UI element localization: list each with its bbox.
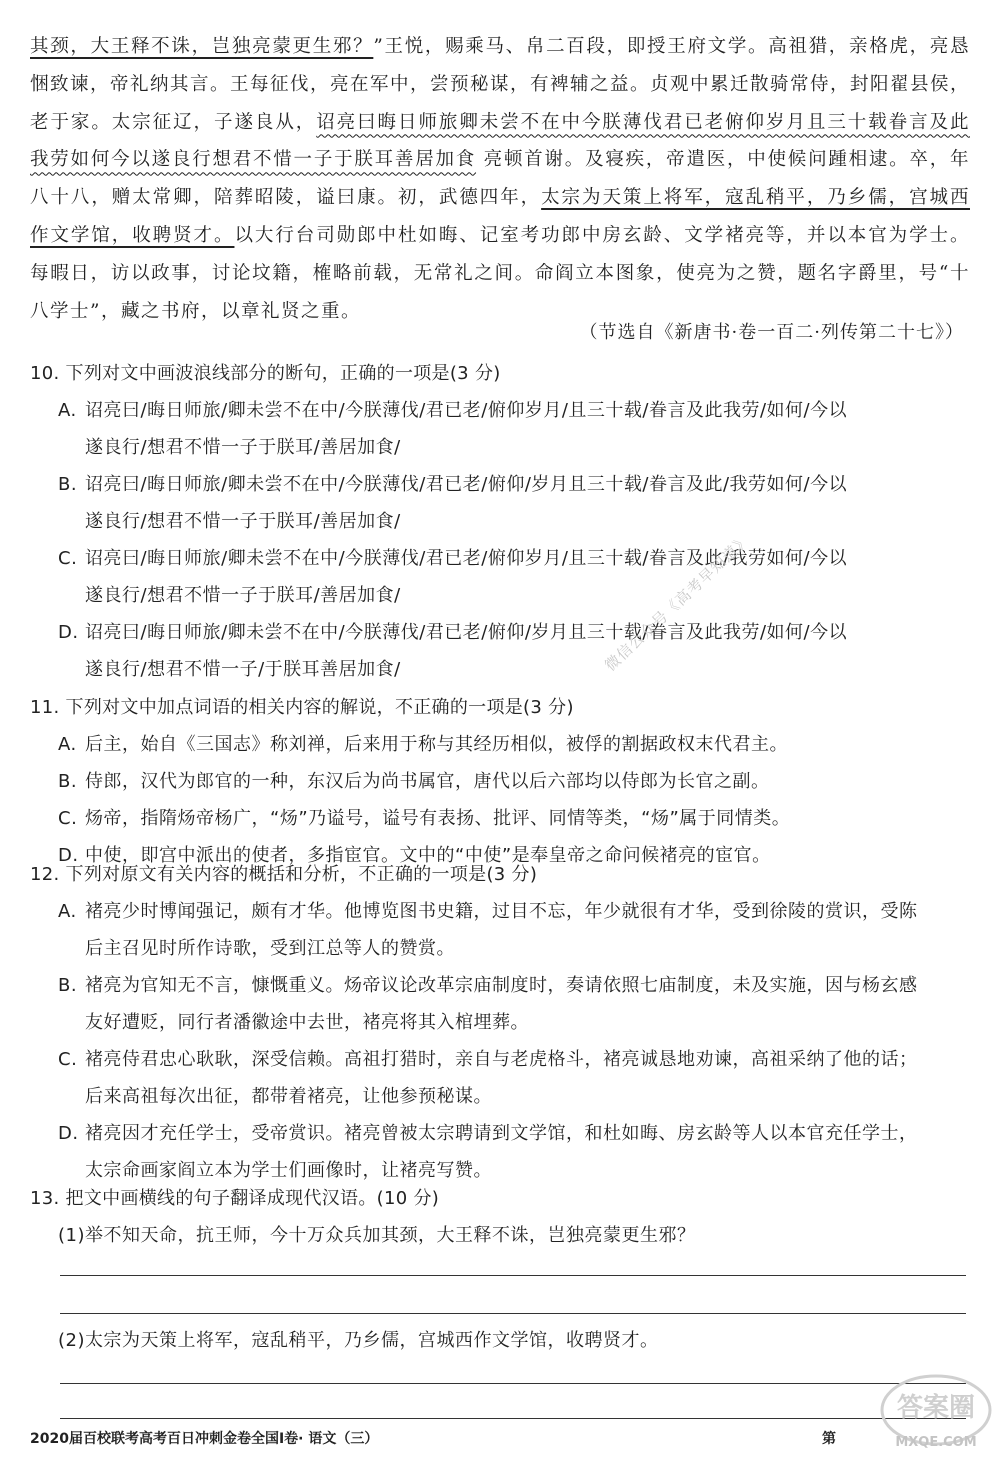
question-13-sub-2: (2)太宗为天策上将军，寇乱稍平，乃乡儒，宫城西作文学馆，收聘贤才。 <box>58 1330 659 1351</box>
question-12-option-c[interactable]: C. 褚亮侍君忠心耿耿，深受信赖。高祖打猎时，亲自与老虎格斗，褚亮诚恳地劝谏，高祖采纳了他的话； 后来高祖每次出征，都带着褚亮，让他参预秘谋。 <box>58 1049 918 1107</box>
watermark-logo-icon <box>880 1372 992 1452</box>
underlined-sentence-1: 其颈，大王释不诛，岂独亮蒙更生邪？ <box>30 36 374 57</box>
question-11-stem: 11. 下列对文中加点词语的相关内容的解说，不正确的一项是(3 分) <box>30 697 574 718</box>
question-11-option-b[interactable]: B. 侍郎，汉代为郎官的一种，东汉后为尚书属官，唐代以后六部均以侍郎为长官之副。 <box>58 771 770 792</box>
question-13-sub-1: (1)举不知天命，抗王师，今十万众兵加其颈，大王释不诛，岂独亮蒙更生邪？ <box>58 1225 696 1246</box>
question-12-option-d[interactable]: D. 褚亮因才充任学士，受帝赏识。褚亮曾被太宗聘请到文学馆，和杜如晦、房玄龄等人以本官充任学士， 太宗命画家阎立本为学士们画像时，让褚亮写赞。 <box>58 1123 918 1181</box>
underlined-sentence-2: 太宗为天策上将军，寇乱稍平，乃乡儒，宫城西作文学馆，收聘贤才。 <box>30 187 970 246</box>
question-10-option-a[interactable]: A. 诏亮曰/晦日师旅/卿未尝不在中/今朕薄伐/君已老/俯仰岁月/且三十载/眷言及此我劳/如何/今以 遂良行/想君不惜一子于朕耳/善居加食/ <box>58 400 848 458</box>
question-11 <box>30 689 975 874</box>
answer-line-4[interactable] <box>60 1418 966 1419</box>
diagonal-watermark: 微信公众号《高考早知道》 <box>601 530 755 675</box>
wavy-underlined-passage: 诏亮曰晦日师旅卿未尝不在中今朕薄伐君已老俯仰岁月且三十载眷言及此我劳如何今以遂良行想君不惜一子于朕耳善居加食 <box>30 111 970 171</box>
question-11-option-a[interactable]: A. 后主，始自《三国志》称刘禅，后来用于称与其经历相似，被俘的割据政权末代君主。 <box>58 734 788 755</box>
question-13-part-2 <box>30 1322 975 1359</box>
watermark-logo-text: 答案圈 <box>896 1393 976 1423</box>
footer-page-number: 第 <box>822 1431 836 1447</box>
question-10-option-c[interactable]: C. 诏亮曰/晦日师旅/卿未尝不在中/今朕薄伐/君已老/俯仰岁月/且三十载/眷言及此/我劳如何/今以 遂良行/想君不惜一子于朕耳/善居加食/ <box>58 548 848 606</box>
passage-text-2: 亮顿首谢。及寝疾，帝遣医，中使候问踵相逮。卒，年八十八，赠太常卿，陪葬昭陵，谥曰康。初，武德四年， <box>30 149 970 209</box>
answer-line-2[interactable] <box>60 1313 966 1314</box>
answer-line-3[interactable] <box>60 1383 966 1384</box>
question-12-option-a[interactable]: A. 褚亮少时博闻强记，颇有才华。他博览图书史籍，过目不忘，年少就很有才华，受到徐陵的赏识，受陈 后主召见时所作诗歌，受到江总等人的赞赏。 <box>58 901 918 959</box>
answer-line-1[interactable] <box>60 1275 966 1276</box>
question-12 <box>30 856 975 1189</box>
watermark-logo-subtext: MXQE.COM <box>895 1435 977 1450</box>
footer-exam-title: 2020届百校联考高考百日冲刺金卷全国Ⅰ卷· 语文（三） <box>30 1431 379 1447</box>
passage-text-1: ”王悦，赐乘马、帛二百段，即授王府文学。高祖猎，亲格虎，亮恳悃致谏，帝礼纳其言。王每征伐，亮在军中，尝预秘谋，有裨辅之益。贞观中累迁散骑常侍，封阳翟县侯，老于家。太宗征辽，子遂良从， <box>30 36 971 133</box>
question-10-option-d[interactable]: D. 诏亮曰/晦日师旅/卿未尝不在中/今朕薄伐/君已老/俯仰/岁月且三十载/眷言及此我劳/如何/今以 遂良行/想君不惜一子/于朕耳善居加食/ <box>58 622 848 680</box>
classical-passage <box>30 28 970 330</box>
question-13-stem: 13. 把文中画横线的句子翻译成现代汉语。(10 分) <box>30 1188 440 1209</box>
question-10-option-b[interactable]: B. 诏亮曰/晦日师旅/卿未尝不在中/今朕薄伐/君已老/俯仰/岁月且三十载/眷言及此/我劳如何/今以 遂良行/想君不惜一子于朕耳/善居加食/ <box>58 474 848 532</box>
passage-text-3: 以大行台司勋郎中杜如晦、记室考功郎中房玄龄、文学褚亮等，并以本官为学士。每暇日，访以政事，讨论坟籍，榷略前载，无常礼之间。命阎立本图象，使亮为之赞，题名字爵里，号“十八学士”，藏之书府，以章礼贤之重。 <box>30 224 970 322</box>
question-10 <box>30 355 975 688</box>
question-11-option-c[interactable]: C. 炀帝，指隋炀帝杨广，“炀”乃谥号，谥号有表扬、批评、同情等类，“炀”属于同情类。 <box>58 808 791 829</box>
question-13 <box>30 1180 975 1254</box>
question-12-option-b[interactable]: B. 褚亮为官知无不言，慷慨重义。炀帝议论改革宗庙制度时，奏请依照七庙制度，未及实施，因与杨玄感 友好遭贬，同行者潘徽途中去世，褚亮将其入棺埋葬。 <box>58 975 918 1033</box>
question-12-stem: 12. 下列对原文有关内容的概括和分析，不正确的一项是(3 分) <box>30 864 538 885</box>
question-11-option-d[interactable]: D. 中使，即宫中派出的使者，多指宦官。文中的“中使”是奉皇帝之命问候褚亮的宦官。 <box>58 845 771 866</box>
passage-source: （节选自《新唐书·卷一百二·列传第二十七》） <box>579 322 964 343</box>
question-10-stem: 10. 下列对文中画波浪线部分的断句，正确的一项是(3 分) <box>30 363 501 384</box>
